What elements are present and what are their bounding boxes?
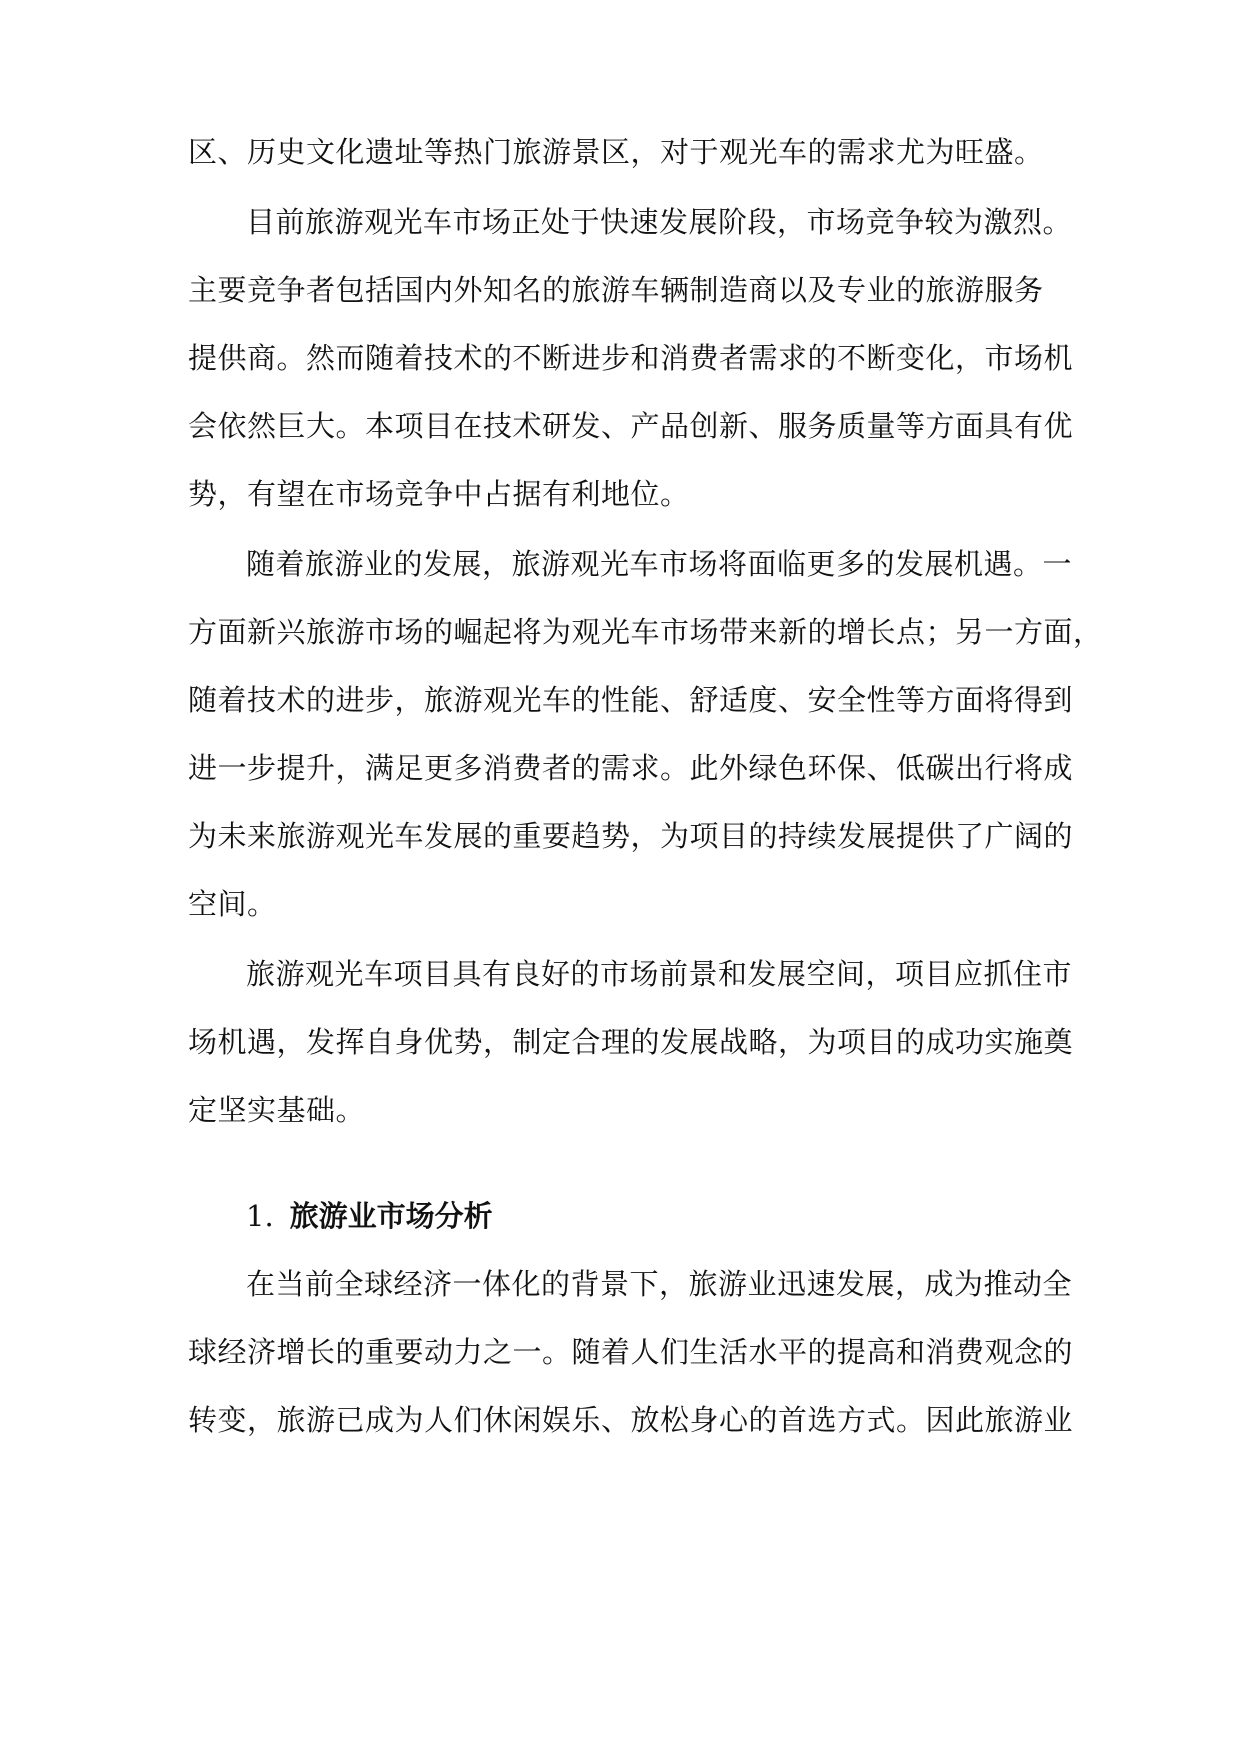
paragraph-line: 会依然巨大。本项目在技术研发、产品创新、服务质量等方面具有优 (188, 409, 1074, 443)
paragraph-line: 场机遇，发挥自身优势，制定合理的发展战略，为项目的成功实施奠 (188, 1025, 1074, 1059)
paragraph-line: 随着旅游业的发展，旅游观光车市场将面临更多的发展机遇。一 (246, 547, 1073, 581)
paragraph-line: 目前旅游观光车市场正处于快速发展阶段，市场竞争较为激烈。 (246, 205, 1073, 239)
paragraph-line: 定坚实基础。 (188, 1093, 366, 1127)
paragraph-line: 在当前全球经济一体化的背景下，旅游业迅速发展，成为推动全 (246, 1267, 1073, 1301)
paragraph-line: 提供商。然而随着技术的不断进步和消费者需求的不断变化，市场机 (188, 341, 1074, 375)
section-heading (246, 1196, 493, 1236)
paragraph-line: 进一步提升，满足更多消费者的需求。此外绿色环保、低碳出行将成 (188, 751, 1074, 785)
section-title: 旅游业市场分析 (289, 1199, 493, 1233)
paragraph-line: 为未来旅游观光车发展的重要趋势，为项目的持续发展提供了广阔的 (188, 819, 1074, 853)
paragraph-line: 旅游观光车项目具有良好的市场前景和发展空间，项目应抓住市 (246, 957, 1073, 991)
paragraph-line: 空间。 (188, 887, 277, 921)
paragraph-line: 随着技术的进步，旅游观光车的性能、舒适度、安全性等方面将得到 (188, 683, 1074, 717)
paragraph-line: 区、历史文化遗址等热门旅游景区，对于观光车的需求尤为旺盛。 (188, 135, 1044, 169)
paragraph-line: 势，有望在市场竞争中占据有利地位。 (188, 477, 690, 511)
paragraph-line: 方面新兴旅游市场的崛起将为观光车市场带来新的增长点；另一方面， (188, 615, 1103, 649)
paragraph-line: 主要竞争者包括国内外知名的旅游车辆制造商以及专业的旅游服务 (188, 273, 1044, 307)
paragraph-line: 球经济增长的重要动力之一。随着人们生活水平的提高和消费观念的 (188, 1335, 1074, 1369)
paragraph-line: 转变，旅游已成为人们休闲娱乐、放松身心的首选方式。因此旅游业 (188, 1403, 1074, 1437)
section-number: 1. (246, 1199, 274, 1233)
